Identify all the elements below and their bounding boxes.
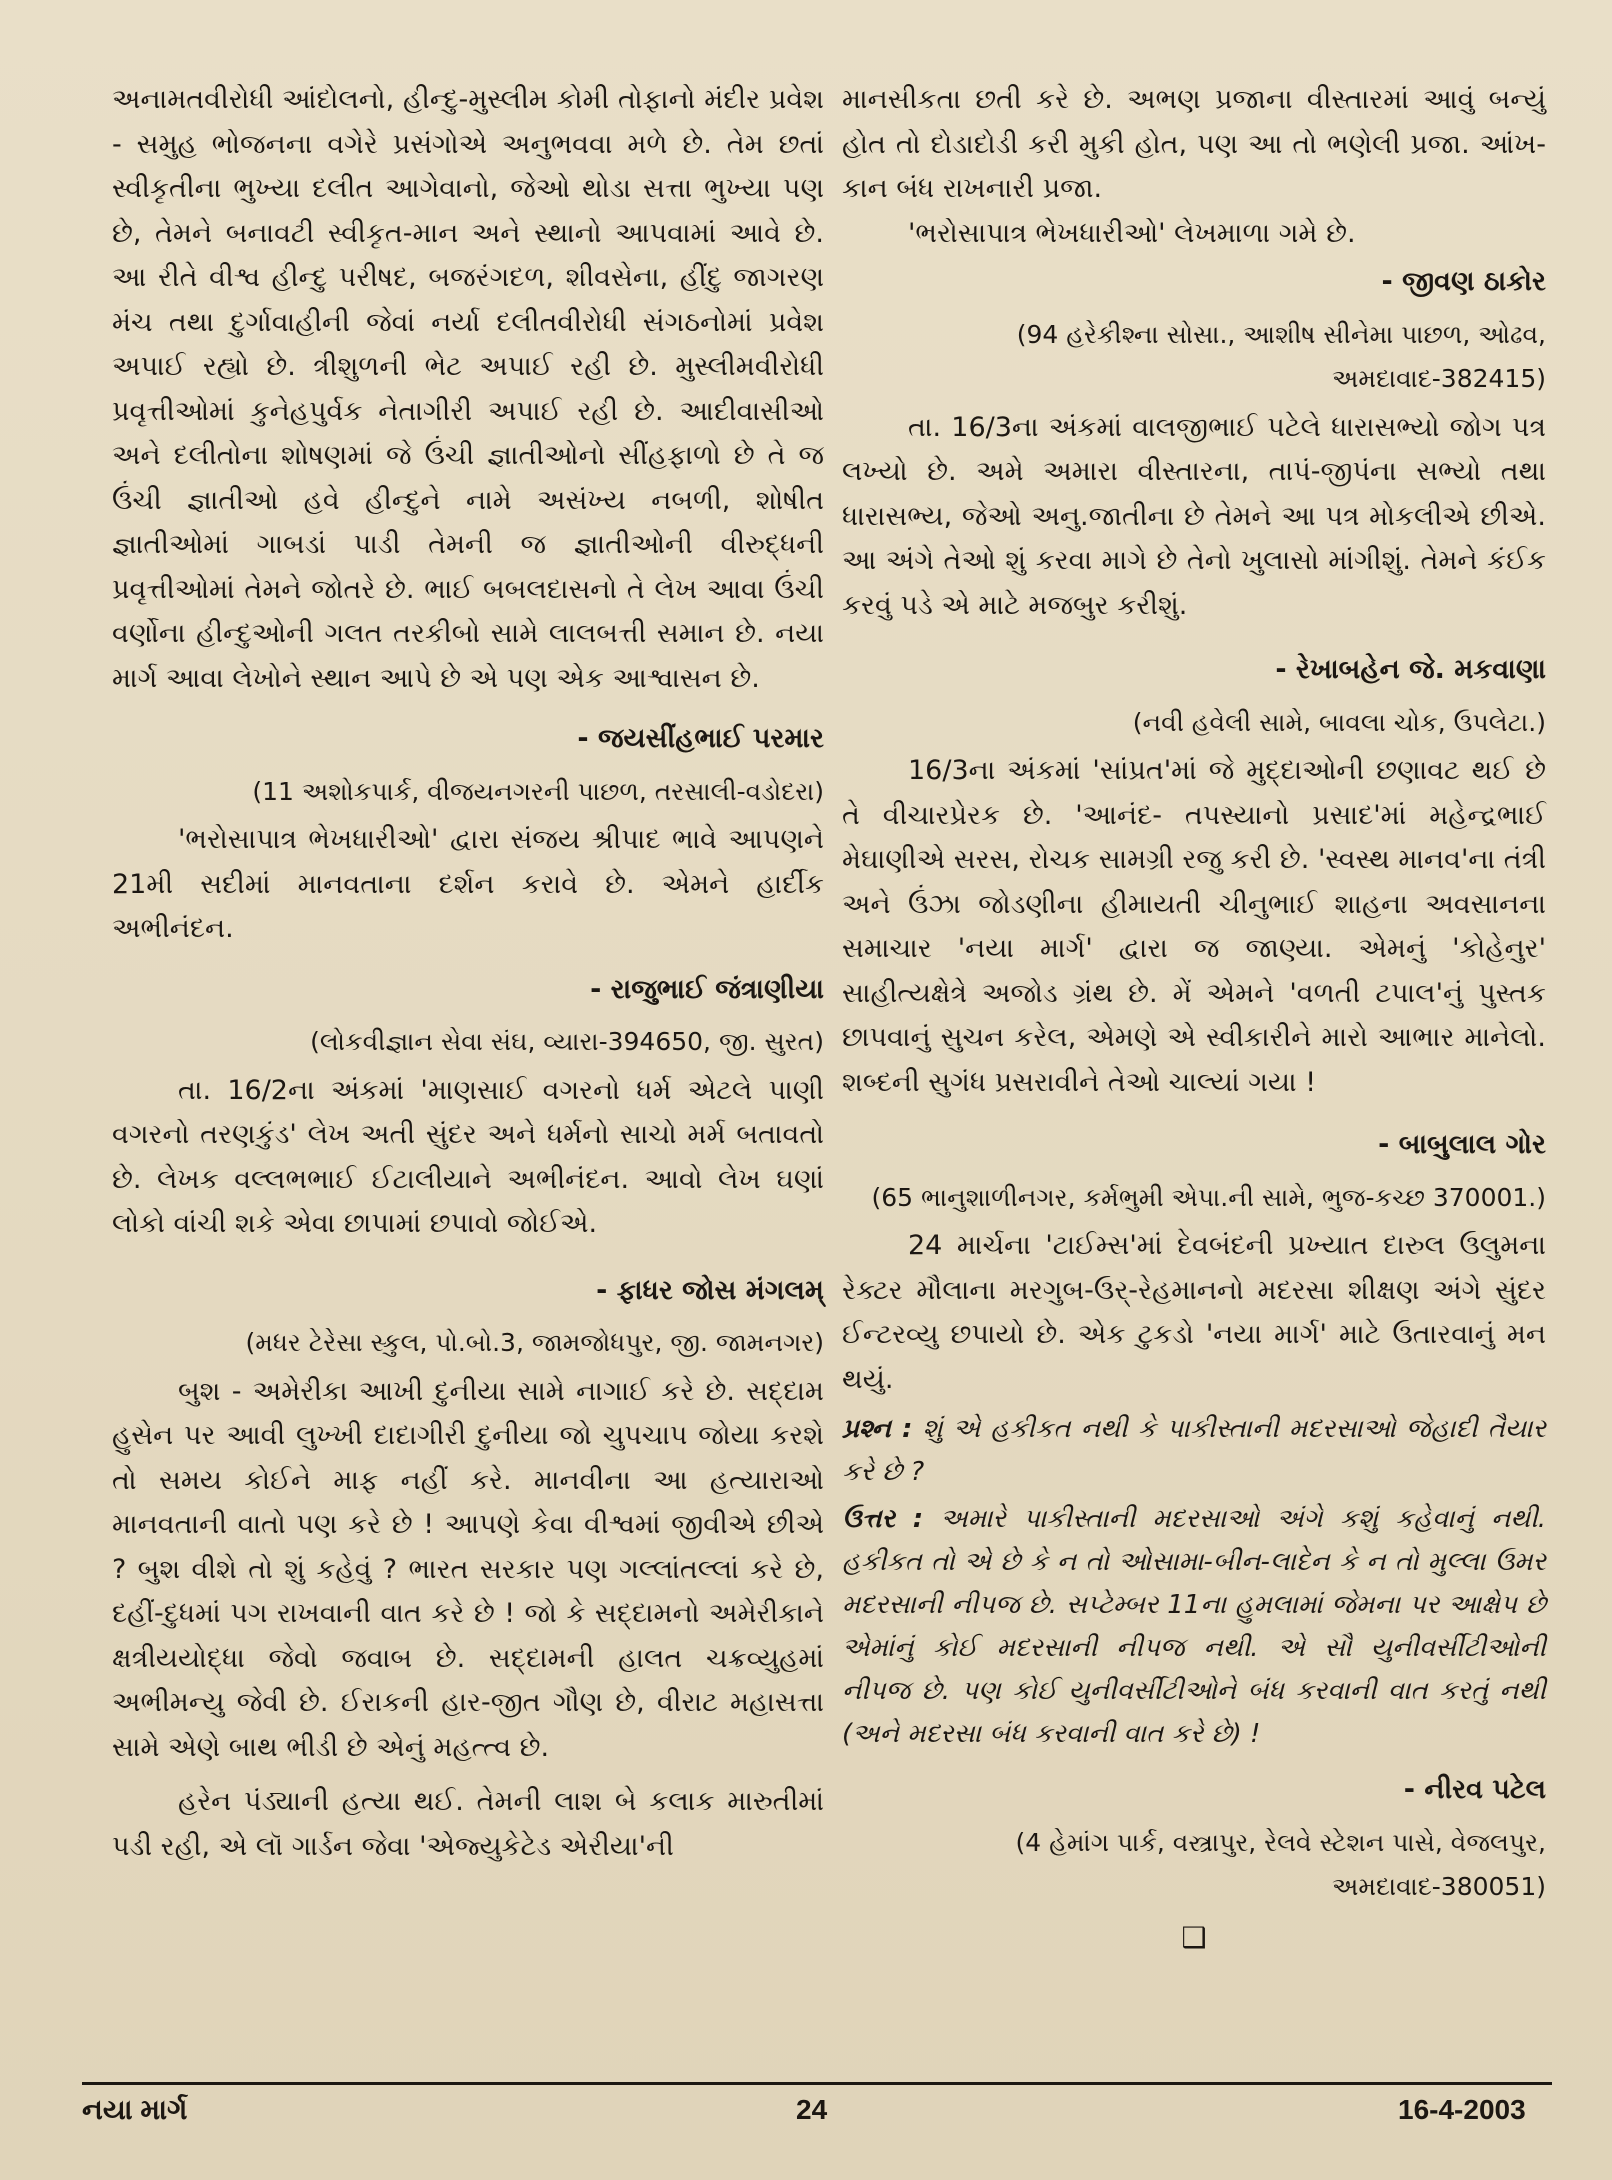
- letter-signature: - જયસીંહભાઈ પરમાર: [577, 723, 824, 754]
- letter-paragraph: 24 માર્ચના 'ટાઈમ્સ'માં દેવબંદની પ્રખ્યાત દારુલ ઉલુમના રેક્ટર મૌલાના મરગુબ-ઉર્-રેહમાનનો મદરસા શીક્ષણ અંગે સુંદર ઈન્ટરવ્યુ છપાયો છે. એક ટુકડો 'નયા માર્ગ' માટે ઉતારવાનું મન થયું.: [842, 1230, 1546, 1395]
- letter-paragraph: 'ભરોસાપાત્ર ભેખધારીઓ' લેખમાળા ગમે છે.: [908, 217, 1356, 249]
- letter-paragraph: તા. 16/2ના અંકમાં 'માણસાઈ વગરનો ધર્મ એટલે પાણી વગરનો તરણકુંડ' લેખ અતી સુંદર અને ધર્મનો સાચો મર્મ બતાવતો છે. લેખક વલ્લભભાઈ ઈટાલીયાને અભીનંદન. આવો લેખ ઘણાં લોકો વાંચી શકે એવા છાપામાં છપાવો જોઈએ.: [112, 1074, 824, 1239]
- letter-address: (લોકવીજ્ઞાન સેવા સંઘ, વ્યારા-394650, જી. સુરત): [310, 1027, 824, 1056]
- letter-paragraph: અનામતવીરોધી આંદોલનો, હીન્દુ-મુસ્લીમ કોમી તોફાનો મંદીર પ્રવેશ - સમુહ ભોજનના વગેરે પ્રસંગોએ અનુભવવા મળે છે. તેમ છતાં સ્વીકૃતીના ભુખ્યા દલીત આગેવાનો, જેઓ થોડા સત્તા ભુખ્યા પણ છે, તેમને બનાવટી સ્વીકૃત-માન અને સ્થાનો આપવામાં આવે છે. આ રીતે વીશ્વ હીન્દુ પરીષદ, બજરંગદળ, શીવસેના, હીંદુ જાગરણ મંચ તથા દુર્ગાવાહીની જેવાં નર્યા દલીતવીરોધી સંગઠનોમાં પ્રવેશ અપાઈ રહ્યો છે. ત્રીશુળની ભેટ અપાઈ રહી છે. મુસ્લીમવીરોધી પ્રવૃત્તીઓમાં કુનેહપુર્વક નેતાગીરી અપાઈ રહી છે. આદીવાસીઓ અને દલીતોના શોષણમાં જે ઉંચી જ્ઞાતીઓનો સીંહફાળો છે તે જ ઉંચી જ્ઞાતીઓ હવે હીન્દુને નામે અસંખ્ય નબળી, શોષીત જ્ઞાતીઓમાં ગાબડાં પાડી તેમની જ જ્ઞાતીઓની વીરુદ્ધની પ્રવૃત્તીઓમાં તેમને જોતરે છે. ભાઈ બબલદાસનો તે લેખ આવા ઉંચી વર્ણોના હીન્દુઓની ગલત તરકીબો સામે લાલબત્તી સમાન છે. નયા માર્ગ આવા લેખોને સ્થાન આપે છે એ પણ એક આશ્વાસન છે.: [112, 84, 825, 694]
- letter-paragraph: બુશ - અમેરીકા આખી દુનીયા સામે નાગાઈ કરે છે. સદ્દામ હુસેન પર આવી લુખ્ખી દાદાગીરી દુનીયા જો ચુપચાપ જોયા કરશે તો સમય કોઈને માફ નહીં કરે. માનવીના આ હત્યારાઓ માનવતાની વાતો પણ કરે છે ! આપણે કેવા વીશ્વમાં જીવીએ છીએ ? બુશ વીશે તો શું કહેવું ? ભારત સરકાર પણ ગલ્લાંતલ્લાં કરે છે, દહીં-દુધમાં પગ રાખવાની વાત કરે છે ! જો કે સદ્દામનો અમેરીકાને ક્ષત્રીયયોદ્ધા જેવો જવાબ છે. સદ્દામની હાલત ચક્રવ્યુહમાં અભીમન્યુ જેવી છે. ઈરાકની હાર-જીત ગૌણ છે, વીરાટ મહાસત્તા સામે એણે બાથ ભીડી છે એનું મહત્ત્વ છે.: [112, 1375, 824, 1763]
- letter-signature: - ફાધર જોસ મંગલમ્: [596, 1274, 824, 1306]
- magazine-name: નયા માર્ગ: [82, 2094, 188, 2125]
- interview-question: [842, 1408, 1546, 1494]
- letter-signature: - રાજુભાઈ જંત્રાણીયા: [590, 973, 824, 1005]
- letter-paragraph: તા. 16/3ના અંકમાં વાલજીભાઈ પટેલે ધારાસભ્યો જોગ પત્ર લખ્યો છે. અમે અમારા વીસ્તારના, તાપં-જીપંના સભ્યો તથા ધારાસભ્ય, જેઓ અનુ.જાતીના છે તેમને આ પત્ર મોકલીએ છીએ. આ અંગે તેઓ શું કરવા માગે છે તેનો ખુલાસો માંગીશું. તેમને કંઈક કરવું પડે એ માટે મજબુર કરીશું.: [842, 411, 1546, 621]
- letter-signature: - રેખાબહેન જે. મકવાણા: [1275, 654, 1546, 685]
- letter-paragraph: માનસીકતા છતી કરે છે. અભણ પ્રજાના વીસ્તારમાં આવું બન્યું હોત તો દોડાદોડી કરી મુકી હોત, પણ આ તો ભણેલી પ્રજા. આંખ-કાન બંધ રાખનારી પ્રજા.: [842, 84, 1546, 204]
- question-text: શું એ હકીકત નથી કે પાકીસ્તાની મદરસાઓ જેહાદી તૈયાર કરે છે ?: [842, 1414, 1546, 1487]
- letter-address: (નવી હવેલી સામે, બાવલા ચોક, ઉપલેટા.): [1132, 707, 1546, 737]
- answer-label: ઉત્તર :: [842, 1504, 924, 1534]
- letter-signature: - જીવણ ઠાકોર: [1381, 266, 1546, 297]
- letter-address: (65 ભાનુશાળીનગર, કર્મભુમી એપા.ની સામે, ભુજ-કચ્છ 370001.): [871, 1182, 1546, 1212]
- question-label: પ્રશ્ન :: [842, 1414, 913, 1444]
- letter-address: (11 અશોકપાર્ક, વીજયનગરની પાછળ, તરસાલી-વડોદરા): [252, 776, 824, 806]
- page-number: 24: [796, 2094, 828, 2125]
- letter-address: અમદાવાદ-382415): [1331, 364, 1546, 393]
- left-column: [112, 78, 824, 1869]
- letter-paragraph: હરેન પંડ્યાની હત્યા થઈ. તેમની લાશ બે કલાક મારુતીમાં પડી રહી, એ લૉ ગાર્ડન જેવા 'એજ્યુકેટેડ એરીયા'ની: [112, 1786, 824, 1862]
- issue-date: 16-4-2003: [1398, 2094, 1526, 2125]
- answer-text: અમારે પાકીસ્તાની મદરસાઓ અંગે કશું કહેવાનું નથી. હકીકત તો એ છે કે ન તો ઓસામા-બીન-લાદેન કે ન તો મુલ્લા ઉમર મદરસાની નીપજ છે. સપ્ટેમ્બર 11ના હુમલામાં જેમના પર આક્ષેપ છે એમાંનું કોઈ મદરસાની નીપજ નથી. એ સૌ યુનીવર્સીટીઓની નીપજ છે. પણ કોઈ યુનીવર્સીટીઓને બંધ કરવાની વાત કરતું નથી (અને મદરસા બંધ કરવાની વાત કરે છે) !: [842, 1504, 1546, 1749]
- letter-signature: - નીરવ પટેલ: [1403, 1774, 1546, 1805]
- interview-answer: [842, 1498, 1546, 1756]
- letter-address: (4 હેમાંગ પાર્ક, વસ્ત્રાપુર, રેલવે સ્ટેશન પાસે, વેજલપુર,: [1015, 1827, 1546, 1857]
- letter-paragraph: 16/3ના અંકમાં 'સાંપ્રત'માં જે મુદ્દાઓની છણાવટ થઈ છે તે વીચારપ્રેરક છે. 'આનંદ- તપસ્યાનો પ્રસાદ'માં મહેન્દ્રભાઈ મેઘાણીએ સરસ, રોચક સામગ્રી રજુ કરી છે. 'સ્વસ્થ માનવ'ના તંત્રી અને ઉંઝા જોડણીના હીમાયતી ચીનુભાઈ શાહના અવસાનના સમાચાર 'નયા માર્ગ' દ્વારા જ જાણ્યા. એમનું 'કોહેનુર' સાહીત્યક્ષેત્રે અજોડ ગ્રંથ છે. મેં એમને 'વળતી ટપાલ'નું પુસ્તક છાપવાનું સુચન કરેલ, એમણે એ સ્વીકારીને મારો આભાર માનેલો. શબ્દની સુગંધ પ્રસરાવીને તેઓ ચાલ્યાં ગયા !: [842, 755, 1546, 1098]
- footer-divider: [82, 2082, 1552, 2085]
- letter-address: (94 હરેકીશ્ના સોસા., આશીષ સીનેમા પાછળ, ઓઢવ,: [1016, 319, 1546, 349]
- end-mark-icon: ❑: [1181, 1920, 1207, 1954]
- letter-address: અમદાવાદ-380051): [1331, 1872, 1546, 1901]
- right-column: [842, 78, 1546, 1960]
- letter-paragraph: 'ભરોસાપાત્ર ભેખધારીઓ' દ્વારા સંજય શ્રીપાદ ભાવે આપણને 21મી સદીમાં માનવતાના દર્શન કરાવે છે. એમને હાર્દીક અભીનંદન.: [112, 824, 824, 944]
- letter-address: (મધર ટેરેસા સ્કુલ, પો.બો.3, જામજોધપુર, જી. જામનગર): [245, 1328, 824, 1357]
- letter-signature: - બાબુલાલ ગોર: [1378, 1129, 1546, 1160]
